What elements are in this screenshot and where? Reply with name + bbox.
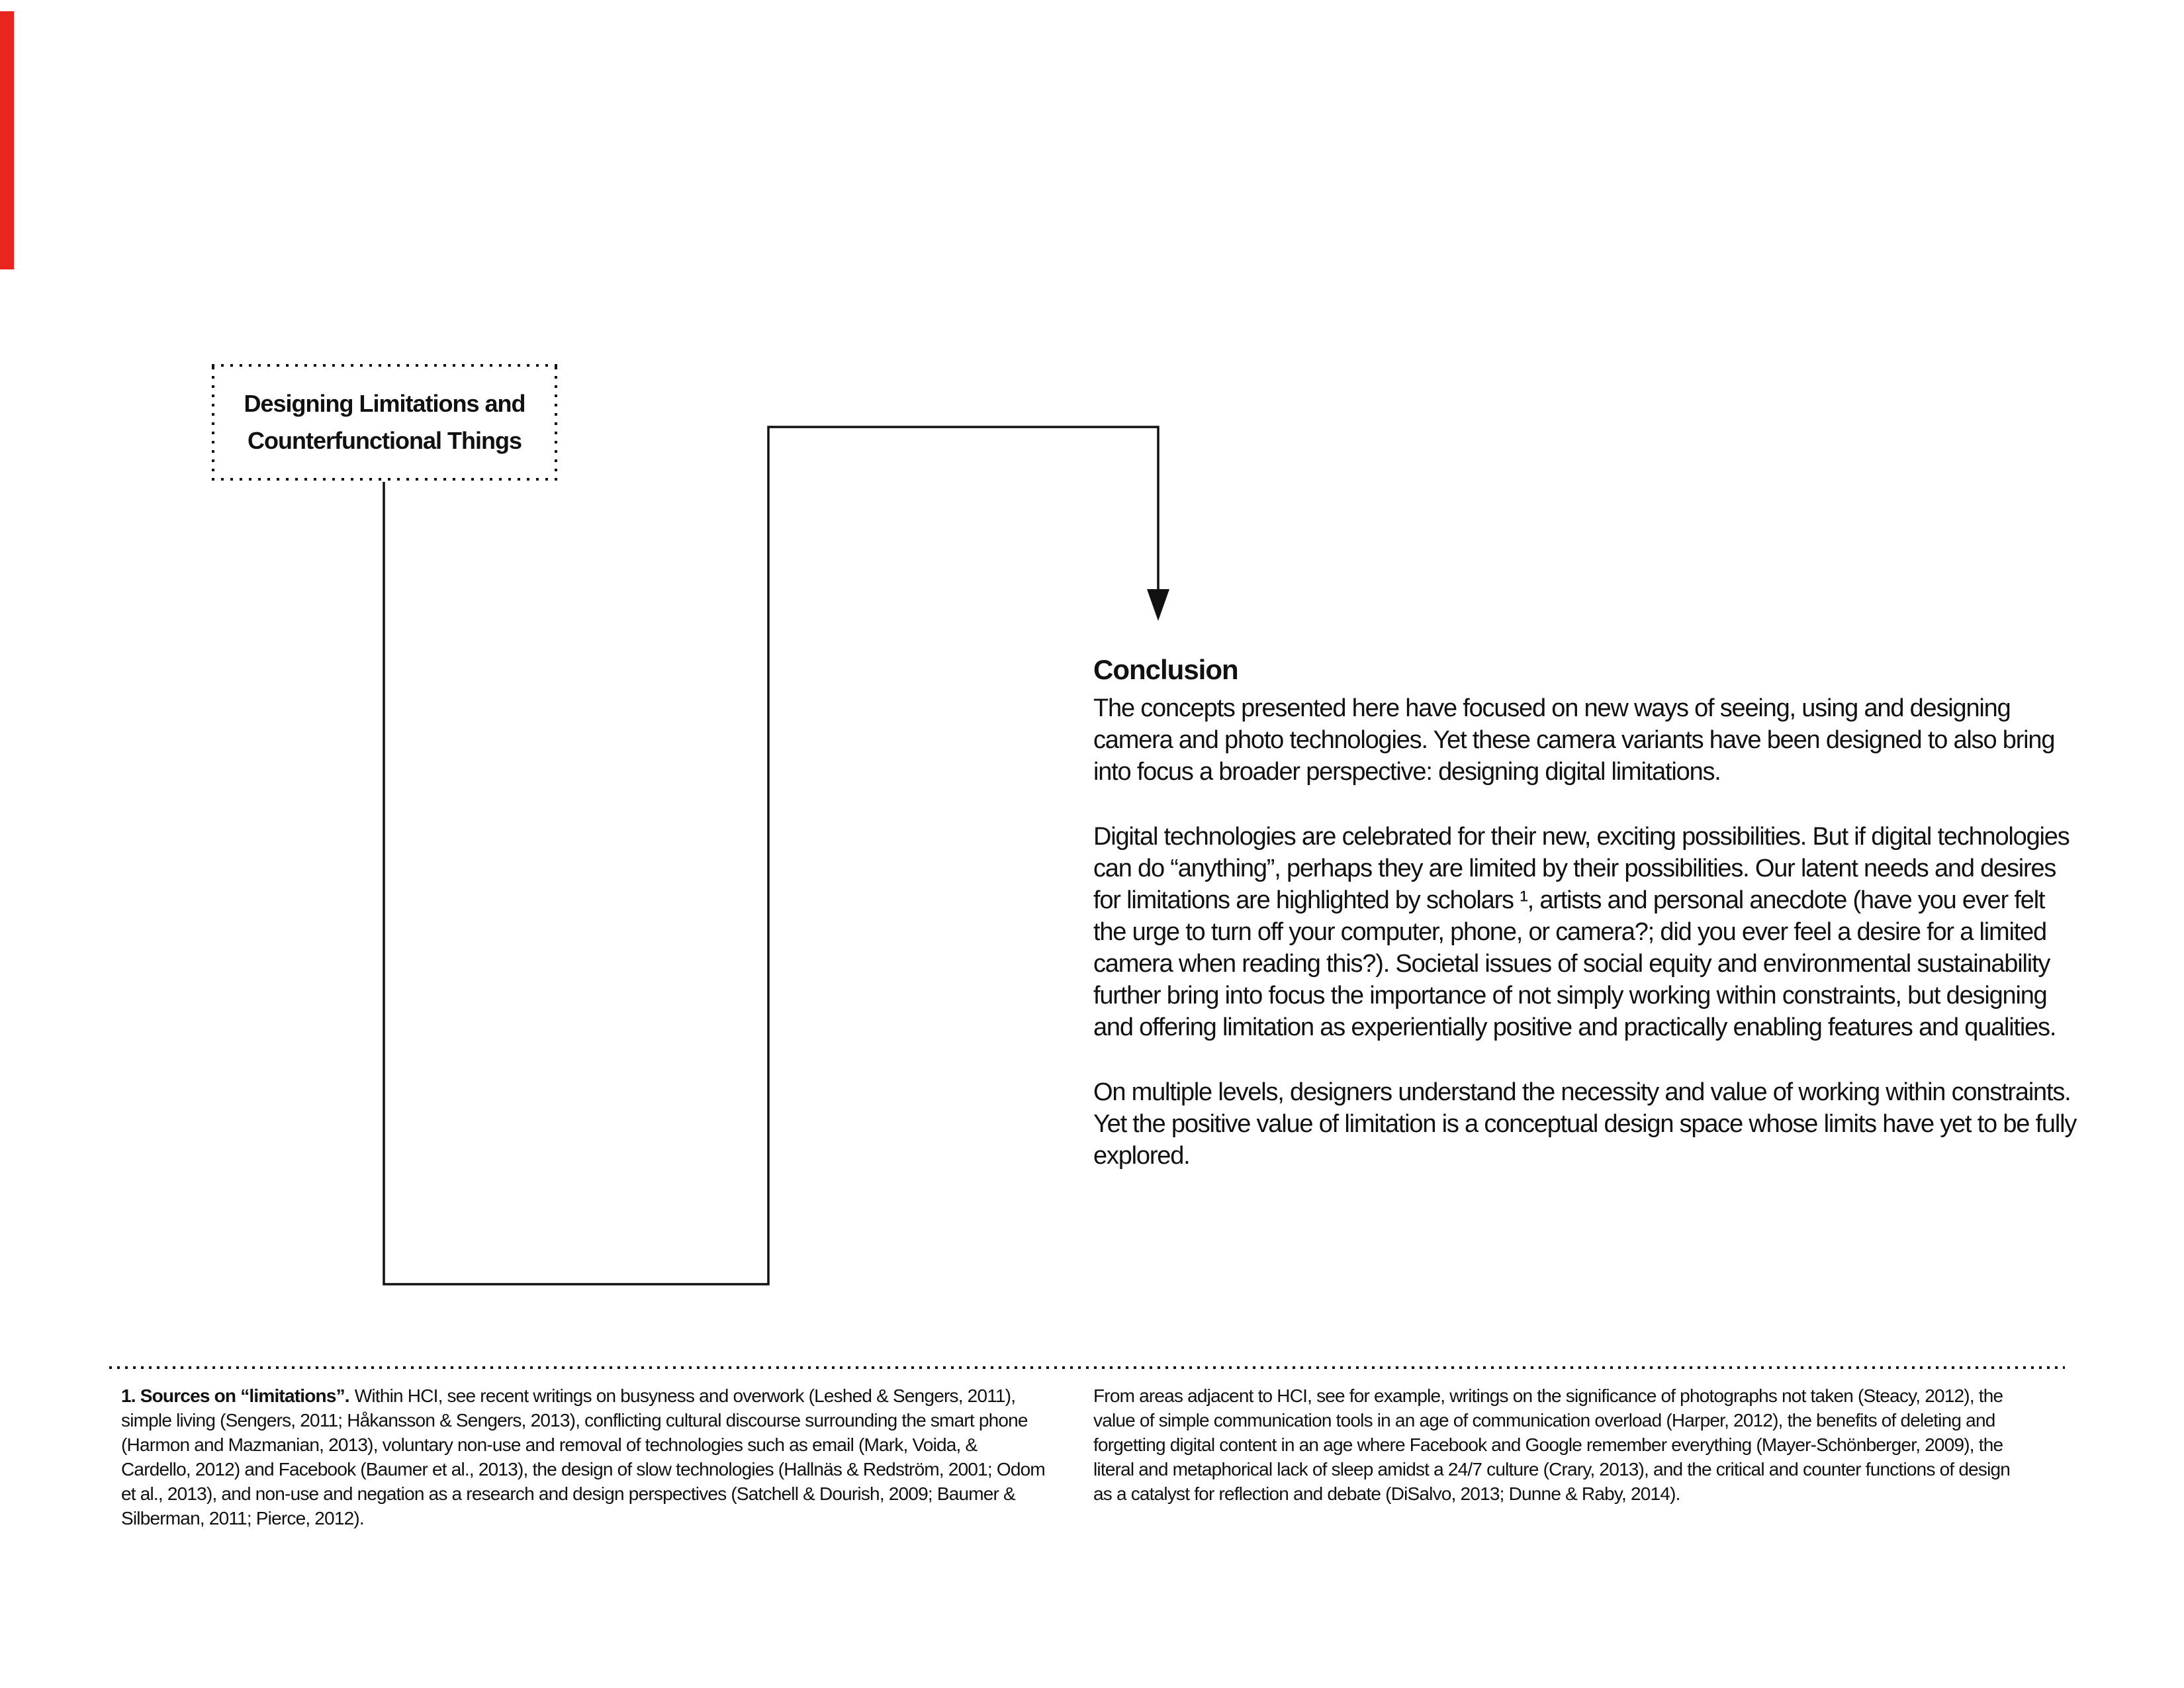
footnote-left-lead: 1. Sources on “limitations”.: [121, 1385, 349, 1406]
conclusion-section: [1093, 654, 2079, 1205]
footnote-left-body: Within HCI, see recent writings on busyness and overwork (Leshed & Sengers, 2011), simple living (Sengers, 2011; Håkansson & Sengers, 2013), conflicting cultural discourse surrounding the smart phone (Harmon and Mazmanian, 2013), voluntary non-use and removal of technologies such as email (Mark, Voida, & Cardello, 2012) and Facebook (Baumer et al., 2013), the design of slow technologies (Hallnäs & Redström, 2001; Odom et al., 2013), and non-use and negation as a research and design perspectives (Satchell & Dourish, 2009; Baumer & Silberman, 2011; Pierce, 2012).: [121, 1385, 1045, 1528]
chapter-title-line1: Designing Limitations and: [244, 390, 525, 417]
conclusion-paragraph-3: On multiple levels, designers understand the necessity and value of working within constraints. Yet the positive value of limitation is a conceptual design space whose limits have yet to be fully explored.: [1093, 1078, 2077, 1170]
conclusion-paragraph-2: Digital technologies are celebrated for their new, exciting possibilities. But if digital technologies can do “anything”, perhaps they are limited by their possibilities. Our latent needs and desires for limitations are highlighted by scholars ¹, artists and personal anecdote (have you ever felt the urge to turn off your computer, phone, or camera?; did you ever feel a desire for a limited camera when reading this?). Societal issues of social equity and environmental sustainability further bring into focus the importance of not simply working within constraints, but designing and offering limitation as experientially positive and practically enabling features and qualities.: [1093, 823, 2070, 1041]
footnote-separator: [109, 1366, 2065, 1369]
chapter-title-line2: Counterfunctional Things: [248, 427, 522, 454]
conclusion-paragraph-1: The concepts presented here have focused on new ways of seeing, using and designing camera and photo technologies. Yet these camera variants have been designed to also bring into focus a broader perspective: designing digital limitations.: [1093, 694, 2055, 786]
arrow-down-icon: [1147, 589, 1169, 621]
footnote-left: [121, 1383, 1048, 1530]
footnote-right: [1093, 1383, 2033, 1506]
conclusion-heading: Conclusion: [1093, 654, 1238, 685]
footnote-right-body: From areas adjacent to HCI, see for example, writings on the significance of photographs not taken (Steacy, 2012), the value of simple communication tools in an age of communication overload (Harper, 2012), the benefits of deleting and forgetting digital content in an age where Facebook and Google remember everything (Mayer-Schönberger, 2009), the literal and metaphorical lack of sleep amidst a 24/7 culture (Crary, 2013), and the critical and counter functions of design as a catalyst for reflection and debate (DiSalvo, 2013; Dunne & Raby, 2014).: [1093, 1385, 2011, 1504]
connector-line: [384, 427, 1158, 1284]
